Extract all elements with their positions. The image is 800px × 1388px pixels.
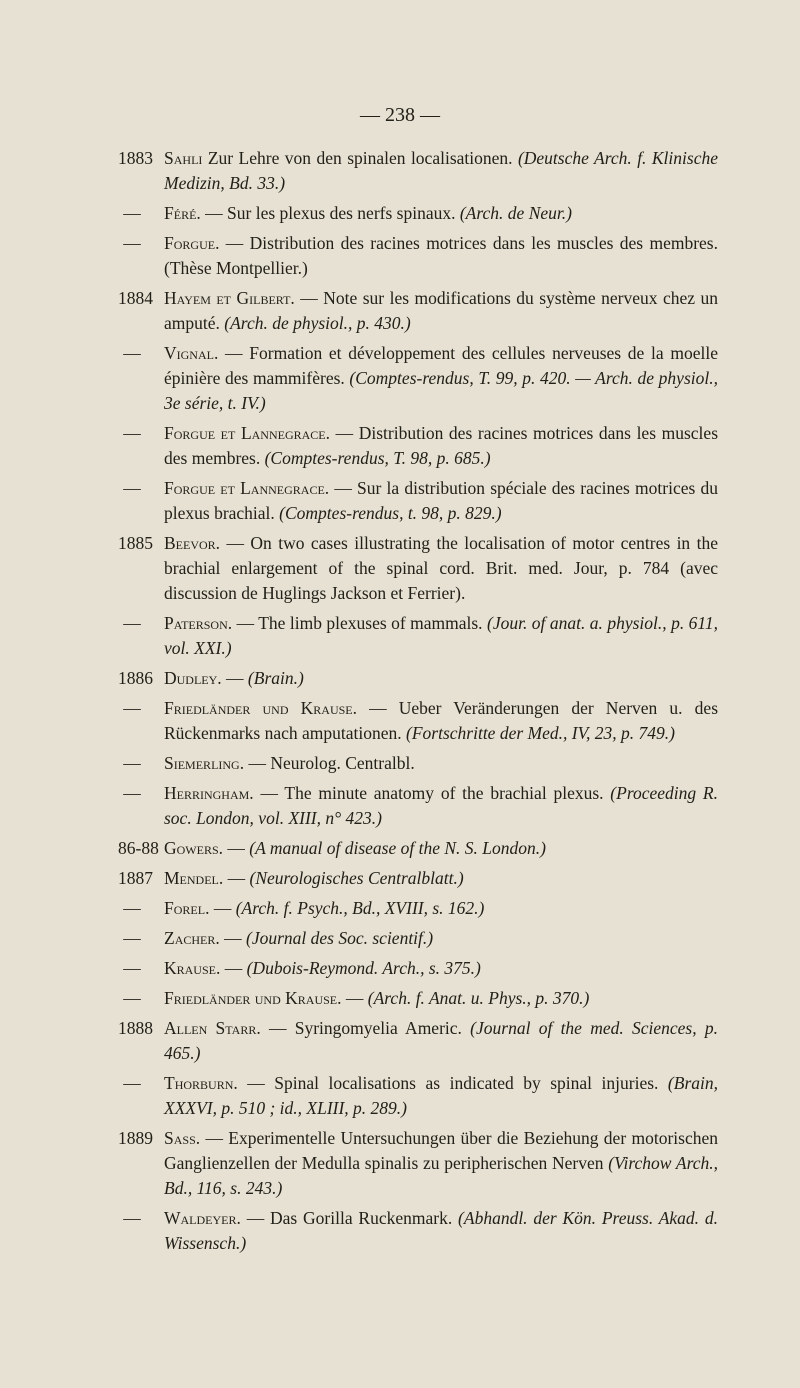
- entry-year: 1885: [118, 533, 153, 553]
- entry-reference: (Jour. of anat. a. physiol., p. 611, vol. XXI.): [164, 613, 718, 658]
- entry-body: —: [223, 838, 250, 858]
- entry-author: Allen Starr.: [164, 1018, 261, 1038]
- bibliography-entry: [118, 896, 718, 921]
- entry-text: [164, 531, 718, 606]
- entry-body: — Distribution des racines motrices dans les muscles des membres.: [164, 423, 718, 468]
- entry-reference: (Comptes-rendus, t. 98, p. 829.): [279, 503, 502, 523]
- entry-text: [164, 866, 718, 891]
- ditto-dash: —: [123, 958, 141, 978]
- entry-author: Hayem et Gilbert.: [164, 288, 295, 308]
- bibliography-entry: [118, 1016, 718, 1066]
- entry-author: Krause.: [164, 958, 221, 978]
- entry-author: Mendel.: [164, 868, 224, 888]
- entry-body: Zur Lehre von den spinalen localisationen.: [202, 148, 518, 168]
- entry-body: — The limb plexuses of mammals.: [232, 613, 487, 633]
- entry-year: 1889: [118, 1128, 153, 1148]
- entry-body: — Formation et développement des cellules nerveuses de la moelle épinière des mammifères.: [164, 343, 718, 388]
- bibliography-entry: [118, 1071, 718, 1121]
- entry-body: — Experimentelle Untersuchungen über die Beziehung der motorischen Ganglienzellen der Medulla spinalis zu peripherischen Nerven: [164, 1128, 718, 1173]
- ditto-dash: —: [123, 898, 141, 918]
- entry-text: [164, 1126, 718, 1201]
- entry-reference: (Neurologisches Centralblatt.): [249, 868, 464, 888]
- bibliography-entry: [118, 866, 718, 891]
- entry-body: —: [220, 958, 247, 978]
- entry-author: Sahli: [164, 148, 203, 168]
- entry-year: 1883: [118, 148, 153, 168]
- entry-text: [164, 696, 718, 746]
- entry-reference: (Journal des Soc. scientif.): [246, 928, 434, 948]
- bibliography-entry: [118, 421, 718, 471]
- bibliography-entry: [118, 696, 718, 746]
- entry-reference: (Abhandl. der Kön. Preuss. Akad. d. Wissensch.): [164, 1208, 719, 1253]
- entry-text: [164, 476, 718, 526]
- entry-year: 1887: [118, 868, 153, 888]
- page-number: — 238 —: [360, 104, 440, 126]
- ditto-dash: —: [123, 988, 141, 1008]
- ditto-dash: —: [123, 613, 141, 633]
- entry-body: — Spinal localisations as indicated by spinal injuries.: [237, 1073, 668, 1093]
- ditto-dash: —: [123, 203, 141, 223]
- entry-body: —: [341, 988, 368, 1008]
- bibliography-list: [118, 146, 718, 1261]
- bibliography-entry: [118, 341, 718, 416]
- bibliography-entry: [118, 146, 718, 196]
- entry-author: Paterson.: [164, 613, 233, 633]
- entry-text: [164, 1071, 718, 1121]
- entry-text: [164, 781, 718, 831]
- entry-text: [164, 286, 718, 336]
- entry-year: 1884: [118, 288, 153, 308]
- ditto-dash: —: [123, 343, 141, 363]
- bibliography-entry: [118, 611, 718, 661]
- entry-text: [164, 666, 718, 691]
- entry-author: Féré.: [164, 203, 201, 223]
- entry-author: Forgue et Lannegrace.: [164, 478, 330, 498]
- bibliography-entry: [118, 286, 718, 336]
- entry-reference: (Deutsche Arch. f. Klinische Medizin, Bd. 33.): [164, 148, 718, 193]
- entry-author: Beevor.: [164, 533, 221, 553]
- entry-text: [164, 1206, 718, 1256]
- entry-text: [164, 146, 718, 196]
- entry-reference: (Journal of the med. Sciences, p. 465.): [164, 1018, 718, 1063]
- bibliography-entry: [118, 201, 718, 226]
- entry-reference: (Arch. de Neur.): [459, 203, 572, 223]
- ditto-dash: —: [123, 698, 141, 718]
- entry-body: — Das Gorilla Ruckenmark.: [240, 1208, 459, 1228]
- entry-text: [164, 836, 718, 861]
- ditto-dash: —: [123, 783, 141, 803]
- ditto-dash: —: [123, 1208, 141, 1228]
- bibliography-entry: [118, 956, 718, 981]
- entry-reference: (Fortschritte der Med., IV, 23, p. 749.): [406, 723, 675, 743]
- entry-body: — Note sur les modifications du système nerveux chez un amputé.: [164, 288, 718, 333]
- entry-author: Sass.: [164, 1128, 201, 1148]
- entry-reference: (A manual of disease of the N. S. London.): [249, 838, 546, 858]
- bibliography-entry: [118, 986, 718, 1011]
- entry-reference: (Brain, XXXVI, p. 510 ; id., XLIII, p. 289.): [164, 1073, 718, 1118]
- bibliography-entry: [118, 666, 718, 691]
- ditto-dash: —: [123, 928, 141, 948]
- entry-author: Waldeyer.: [164, 1208, 241, 1228]
- entry-body: — Sur la distribution spéciale des racines motrices du plexus brachial.: [164, 478, 718, 523]
- ditto-dash: —: [123, 753, 141, 773]
- entry-reference: (Dubois-Reymond. Arch., s. 375.): [246, 958, 481, 978]
- entry-text: [164, 1016, 718, 1066]
- entry-reference: (Comptes-rendus, T. 99, p. 420. — Arch. de physiol., 3e série, t. IV.): [164, 368, 718, 413]
- entry-text: [164, 926, 718, 951]
- entry-reference: (Arch. de physiol., p. 430.): [224, 313, 411, 333]
- entry-author: Forel.: [164, 898, 210, 918]
- entry-author: Dudley.: [164, 668, 222, 688]
- ditto-dash: —: [123, 233, 141, 253]
- entry-reference: (Comptes-rendus, T. 98, p. 685.): [264, 448, 491, 468]
- entry-year: 86-88: [118, 838, 159, 858]
- entry-author: Gowers.: [164, 838, 224, 858]
- entry-body: —: [209, 898, 236, 918]
- entry-year: 1886: [118, 668, 153, 688]
- entry-author: Forgue.: [164, 233, 220, 253]
- entry-body: — Neurolog. Centralbl.: [244, 753, 415, 773]
- entry-text: [164, 341, 718, 416]
- entry-author: Herringham.: [164, 783, 254, 803]
- entry-body: —: [223, 868, 250, 888]
- bibliography-entry: [118, 1126, 718, 1201]
- entry-text: [164, 896, 718, 921]
- entry-author: Friedländer und Krause.: [164, 988, 342, 1008]
- entry-text: [164, 611, 718, 661]
- entry-text: [164, 986, 718, 1011]
- entry-reference: (Arch. f. Psych., Bd., XVIII, s. 162.): [235, 898, 485, 918]
- entry-body: — The minute anatomy of the brachial plexus.: [253, 783, 611, 803]
- entry-author: Thorburn.: [164, 1073, 238, 1093]
- entry-reference: (Arch. f. Anat. u. Phys., p. 370.): [367, 988, 590, 1008]
- entry-text: [164, 231, 718, 281]
- entry-year: 1888: [118, 1018, 153, 1038]
- bibliography-entry: [118, 781, 718, 831]
- ditto-dash: —: [123, 1073, 141, 1093]
- bibliography-entry: [118, 231, 718, 281]
- entry-author: Vignal.: [164, 343, 219, 363]
- bibliography-entry: [118, 926, 718, 951]
- entry-author: Forgue et Lannegrace.: [164, 423, 331, 443]
- entry-text: [164, 956, 718, 981]
- bibliography-entry: [118, 751, 718, 776]
- entry-body: —: [221, 668, 248, 688]
- entry-author: Zacher.: [164, 928, 220, 948]
- entry-author: Siemerling.: [164, 753, 245, 773]
- bibliography-entry: [118, 531, 718, 606]
- entry-body: — Syringomyelia Americ.: [260, 1018, 471, 1038]
- bibliography-entry: [118, 836, 718, 861]
- ditto-dash: —: [123, 423, 141, 443]
- ditto-dash: —: [123, 478, 141, 498]
- entry-author: Friedländer und Krause.: [164, 698, 357, 718]
- entry-reference: (Virchow Arch., Bd., 116, s. 243.): [164, 1153, 719, 1198]
- entry-reference: (Brain.): [247, 668, 304, 688]
- entry-text: [164, 421, 718, 471]
- entry-body: — Sur les plexus des nerfs spinaux.: [200, 203, 460, 223]
- bibliography-entry: [118, 476, 718, 526]
- entry-body: — Ueber Veränderungen der Nerven u. des Rückenmarks nach amputationen.: [164, 698, 719, 743]
- entry-text: [164, 201, 718, 226]
- entry-body: — Distribution des racines motrices dans les muscles des membres. (Thèse Montpellier.): [164, 233, 718, 278]
- entry-reference: (Proceeding R. soc. London, vol. XIII, n° 423.): [164, 783, 718, 828]
- bibliography-entry: [118, 1206, 718, 1256]
- entry-body: —: [219, 928, 246, 948]
- entry-text: [164, 751, 718, 776]
- entry-body: — On two cases illustrating the localisation of motor centres in the brachial enlargement of the spinal cord. Brit. med. Jour, p. 784 (avec discussion de Huglings Jackson et Ferrier).: [164, 533, 718, 603]
